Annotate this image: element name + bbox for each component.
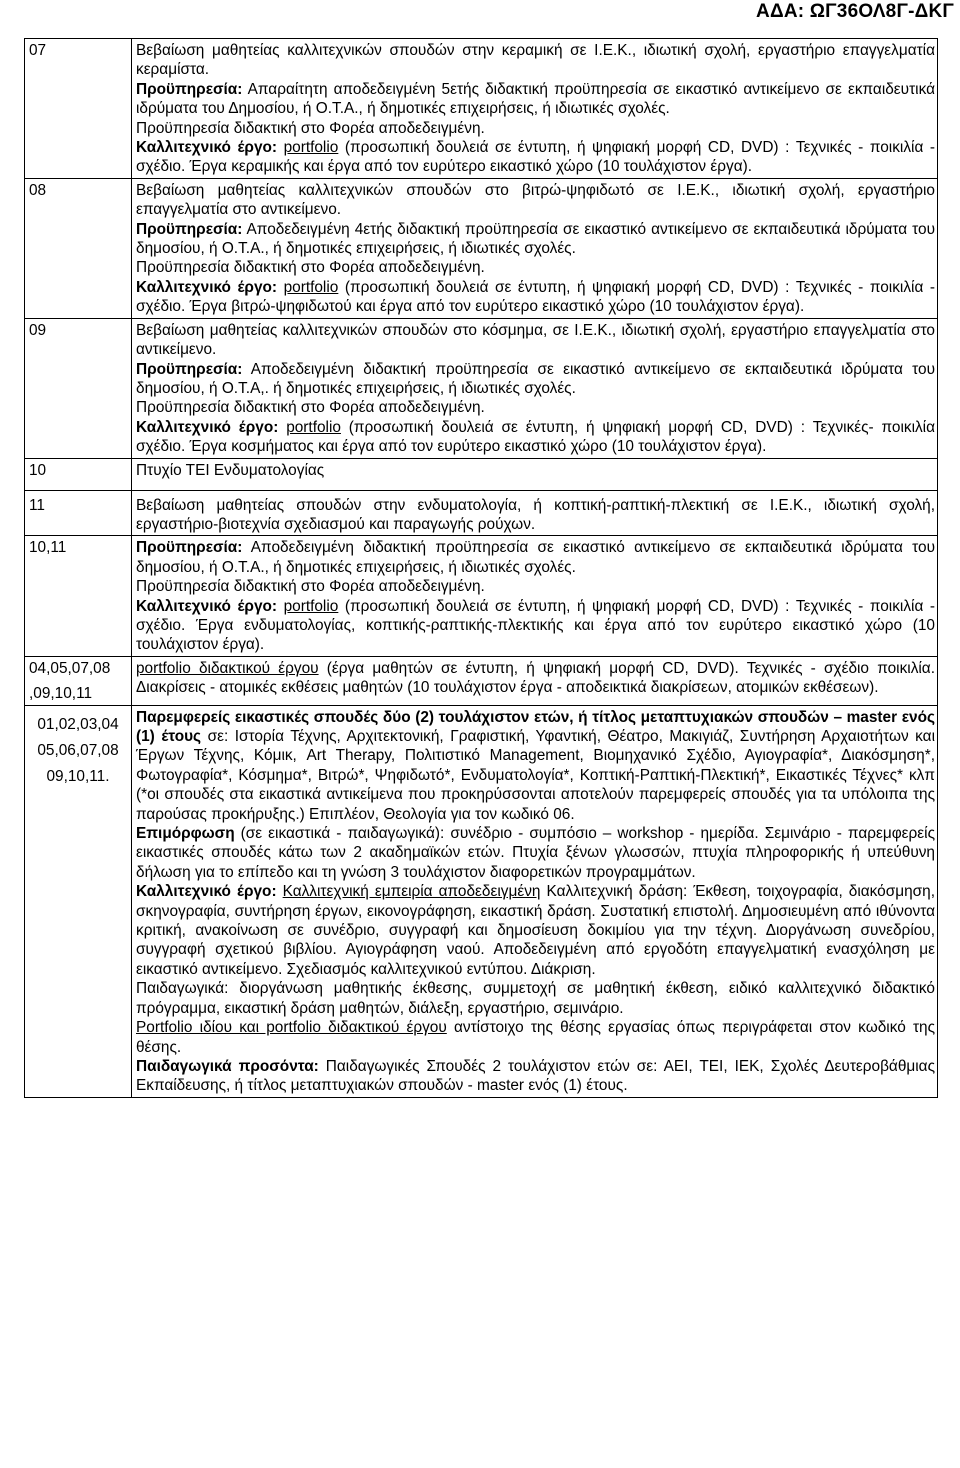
- experience-body: Αποδεδειγμένη διδακτική προϋπηρεσία σε εικαστικό αντικείμενο σε εκπαιδευτικά ιδρύματα του δημοσίου, ή Ο.Τ.Α., ή δημοτικές επιχειρήσεις, ή ιδιωτικές σχολές.: [136, 539, 935, 576]
- row-code: 08: [25, 178, 132, 318]
- experience-note: Προϋπηρεσία διδακτική στο Φορέα αποδεδειγμένη.: [136, 259, 485, 277]
- experience-text: [136, 360, 935, 399]
- pedagogical-activities: Παιδαγωγικά: διοργάνωση μαθητικής έκθεσης, συμμετοχή σε μαθητική έκθεση, ειδικό καλλιτεχνικό διδακτικό πρόγραμμα, εικαστική δράση μαθητών, διάλεξη, εργαστήριο, σεμινάριο.: [136, 980, 935, 1017]
- row-code: 07: [25, 39, 132, 179]
- training-text: [136, 824, 935, 882]
- pedagogical-label: Παιδαγωγικά προσόντα:: [136, 1057, 319, 1075]
- experience-text: [136, 220, 935, 259]
- experience-note: Προϋπηρεσία διδακτική στο Φορέα αποδεδειγμένη.: [136, 578, 485, 596]
- experience-text: [136, 538, 935, 577]
- row-text: [132, 656, 938, 705]
- artwork-label: Καλλιτεχνικό έργο:: [136, 278, 284, 296]
- apprenticeship-text: Βεβαίωση μαθητείας καλλιτεχνικών σπουδών στην κεραμική σε Ι.Ε.Κ., ιδιωτική σχολή, εργαστήριο επαγγελματία κεραμίστα.: [136, 42, 935, 79]
- artwork-text: [136, 597, 935, 655]
- artwork-text: [136, 418, 935, 457]
- table-row: [25, 656, 938, 705]
- artwork-body: (προσωπική δουλειά σε έντυπη, ή ψηφιακή μορφή CD, DVD) : Τεχνικές - ποικιλία - σχέδιο. Έργα ενδυματολογίας, κοπτικής-ραπτικής-πλεκτικής και έργα από τον ευρύτερο εικαστικό χώρο (10 τουλάχιστον έργα).: [136, 597, 935, 654]
- apprenticeship-text: Βεβαίωση μαθητείας καλλιτεχνικών σπουδών στο κόσμημα, σε Ι.Ε.Κ., ιδιωτική σχολή, εργαστήριο επαγγελματία στο αντικείμενο.: [136, 321, 935, 359]
- related-studies-text: [136, 708, 935, 824]
- row-text: [132, 536, 938, 656]
- row-code: [25, 705, 132, 1097]
- ada-code: ΑΔΑ: ΩΓ36ΟΛ8Γ-ΔΚΓ: [756, 1, 954, 22]
- experience-label: Προϋπηρεσία:: [136, 220, 243, 238]
- portfolio-word: portfolio: [286, 418, 341, 436]
- apprenticeship-text: Βεβαίωση μαθητείας καλλιτεχνικών σπουδών στο βιτρώ-ψηφιδωτό σε Ι.Ε.Κ., ιδιωτική σχολή, εργαστήριο επαγγελματία στο αντικείμενο.: [136, 181, 935, 219]
- qualifications-table: [24, 38, 938, 1098]
- portfolio-body: αντίστοιχο της θέσης εργασίας όπως περιγράφεται στον κωδικό της θέσης.: [136, 1019, 936, 1056]
- artwork-body: (προσωπική δουλειά σε έντυπη, ή ψηφιακή μορφή CD, DVD) : Τεχνικές- ποικιλία σχέδιο. Έργα κοσμήματος και έργα από τον ευρύτερο εικαστικό χώρο (10 τουλάχιστον έργα).: [136, 418, 936, 456]
- code-line: 05,06,07,08: [37, 741, 119, 759]
- code-line: 04,05,07,08: [29, 659, 111, 677]
- code-line: ,09,10,11: [29, 685, 93, 703]
- table-row: [25, 39, 938, 179]
- portfolio-word: portfolio: [283, 278, 339, 296]
- row-text: [132, 705, 938, 1097]
- table-row: [25, 490, 938, 536]
- artwork-label: Καλλιτεχνικό έργο:: [136, 597, 284, 615]
- code-line: 01,02,03,04: [37, 715, 119, 733]
- table-row: [25, 178, 938, 318]
- row-text: [132, 318, 938, 458]
- artwork-experience: Καλλιτεχνική εμπειρία αποδεδειγμένη: [282, 883, 541, 901]
- table-row: [25, 458, 938, 490]
- experience-body: Αποδεδειγμένη διδακτική προϋπηρεσία σε εικαστικό αντικείμενο σε εκπαιδευτικά ιδρύματα του δημοσίου, ή Ο.Τ.Α,. ή δημοτικές επιχειρήσεις, ή ιδιωτικές σχολές.: [136, 360, 935, 397]
- row-code: 11: [25, 490, 132, 536]
- degree-text: Πτυχίο ΤΕΙ Ενδυματολογίας: [136, 461, 325, 479]
- artwork-body: (προσωπική δουλειά σε έντυπη, ή ψηφιακή μορφή CD, DVD) : Τεχνικές - ποικιλία - σχέδιο. Έργα βιτρώ-ψηφιδωτού και έργα από τον ευρύτερο εικαστικό χώρο (10 τουλάχιστον έργα).: [136, 278, 935, 316]
- artwork-body: Καλλιτεχνική δράση: Έκθεση, τοιχογραφία, διακόσμηση, σκηνογραφία, συντήρηση έργων, εικονογράφηση, εικαστική δράση. Συστατική επιστολή. Δημοσιευμένη από ιθύνοντα κριτική, ανακοίνωση σε συνέδριο, συγγραφή και δημοσίευση δοκιμίου για την τέχνη. Διοργάνωση συνεδρίου, συγγραφή σχετικού βιβλίου. Αγιογράφηση ναού. Αποδεδειγμένη από εργοδότη επαγγελματική ενασχόληση με εικαστικό αντικείμενο. Σχεδιασμός καλλιτεχνικού εντύπου. Διάκριση.: [136, 883, 936, 978]
- row-text: [132, 458, 938, 490]
- artwork-body: (προσωπική δουλειά σε έντυπη, ή ψηφιακή μορφή CD, DVD) : Τεχνικές - ποικιλία - σχέδιο. Έργα κεραμικής και έργα από τον ευρύτερο εικαστικό χώρο (10 τουλάχιστον έργα).: [136, 139, 935, 176]
- portfolio-label: Portfolio ιδίου και portfolio διδακτικού έργου: [136, 1019, 447, 1037]
- portfolio-word: portfolio: [283, 597, 339, 615]
- related-studies-body: σε: Ιστορία Τέχνης, Αρχιτεκτονική, Γραφιστική, Υφαντική, Θέατρο, Μακιγιάζ, Συντήρηση Αρχαιοτήτων και Έργων Τέχνης, Κόμικ, Art Therapy, Πολιτιστικό Management, Βιομηχανικό Σχέδιο, Αγιογραφία*, Διακόσμηση*, Φωτογραφία*, Κόσμημα*, Βιτρώ*, Ψηφιδωτό*, Ενδυματολογία*, Κοπτική-Ραπτική-Πλεκτική*, Εικαστικές Τέχνες* κλπ (*οι σπουδές στα εικαστικά αντικείμενα που προκηρύσσονται αποτελούν παρεμφερείς σπουδές για τα υπόλοιπα της παρούσας προκήρυξης.) Επιπλέον, Θεολογία για τον κωδικό 06.: [136, 728, 935, 823]
- pedagogical-body: Παιδαγωγικές Σπουδές 2 τουλάχιστον ετών σε: ΑΕΙ, ΤΕΙ, ΙΕΚ, Σχολές Δευτεροβάθμιας Εκπαίδευσης, ή τίτλος μεταπτυχιακών σπουδών - master ενός (1) έτους.: [136, 1057, 935, 1095]
- training-label: Επιμόρφωση: [136, 825, 235, 843]
- row-text: [132, 39, 938, 179]
- experience-note: Προϋπηρεσία διδακτική στο Φορέα αποδεδειγμένη.: [136, 119, 485, 137]
- portfolio-text: [136, 659, 935, 698]
- portfolio-body: (έργα μαθητών σε έντυπη, ή ψηφιακή μορφή CD, DVD). Τεχνικές - σχέδιο ποικιλία. Διακρίσεις - ατομικές εκθέσεις μαθητών (10 τουλάχιστον έργα - αποδεικτικά διακρίσεων, ατομικών εκθέσεων).: [136, 659, 935, 697]
- training-body: (σε εικαστικά - παιδαγωγικά): συνέδριο - συμπόσιο – workshop - ημερίδα. Σεμινάριο - παρεμφερείς εικαστικές σπουδές κάτω των 2 ακαδημαϊκών ετών. Πτυχία ξένων γλωσσών, πτυχία πληροφορικής ή υπεύθυνη δήλωση για το επίπεδο και τη γνώση 3 τουλάχιστον διαφορετικών προγραμμάτων.: [136, 825, 935, 881]
- table-row: [25, 318, 938, 458]
- artwork-text: [136, 278, 935, 317]
- experience-note: Προϋπηρεσία διδακτική στο Φορέα αποδεδειγμένη.: [136, 399, 485, 417]
- pedagogical-qualifications: [136, 1057, 935, 1096]
- artwork-label: Καλλιτεχνικό έργο:: [136, 139, 284, 157]
- portfolio-label: portfolio διδακτικού έργου: [136, 659, 319, 677]
- experience-body: Αποδεδειγμένη 4ετής διδακτική προϋπηρεσία σε εικαστικό αντικείμενο σε εκπαιδευτικά ιδρύματα του δημοσίου, ή Ο.Τ.Α., ή δημοτικές επιχειρήσεις, ή ιδιωτικές σχολές.: [136, 220, 935, 258]
- related-studies-label: Παρεμφερείς εικαστικές σπουδές δύο (2) τουλάχιστον ετών, ή τίτλος μεταπτυχιακών σπουδών – master ενός (1) έτους: [136, 708, 935, 745]
- portfolio-word: portfolio: [283, 139, 339, 157]
- row-text: [132, 490, 938, 536]
- experience-label: Προϋπηρεσία:: [136, 539, 243, 557]
- code-line: 09,10,11.: [46, 767, 110, 785]
- artwork-label: Καλλιτεχνικό έργο:: [136, 883, 283, 901]
- row-code: 10: [25, 458, 132, 490]
- apprenticeship-text: Βεβαίωση μαθητείας σπουδών στην ενδυματολογία, ή κοπτική-ραπτική-πλεκτική σε Ι.Ε.Κ., ιδιωτική σχολή, εργαστήριο-βιοτεχνία σχεδιασμού και παραγωγής ρούχων.: [136, 496, 935, 533]
- artwork-label: Καλλιτεχνικό έργο:: [136, 418, 287, 436]
- artwork-text: [136, 882, 935, 979]
- table-row: [25, 536, 938, 656]
- artwork-text: [136, 138, 935, 177]
- row-code: [25, 656, 132, 705]
- portfolio-text: [136, 1018, 935, 1057]
- experience-label: Προϋπηρεσία:: [136, 80, 243, 98]
- experience-label: Προϋπηρεσία:: [136, 360, 243, 378]
- experience-text: [136, 80, 935, 119]
- table-row: [25, 705, 938, 1097]
- row-text: [132, 178, 938, 318]
- row-code: 10,11: [25, 536, 132, 656]
- row-code: 09: [25, 318, 132, 458]
- experience-body: Απαραίτητη αποδεδειγμένη 5ετής διδακτική προϋπηρεσία σε εικαστικό αντικείμενο σε εκπαιδευτικά ιδρύματα του Δημοσίου, ή Ο.Τ.Α., ή δημοτικές επιχειρήσεις, ή ιδιωτικές σχολές.: [136, 80, 935, 118]
